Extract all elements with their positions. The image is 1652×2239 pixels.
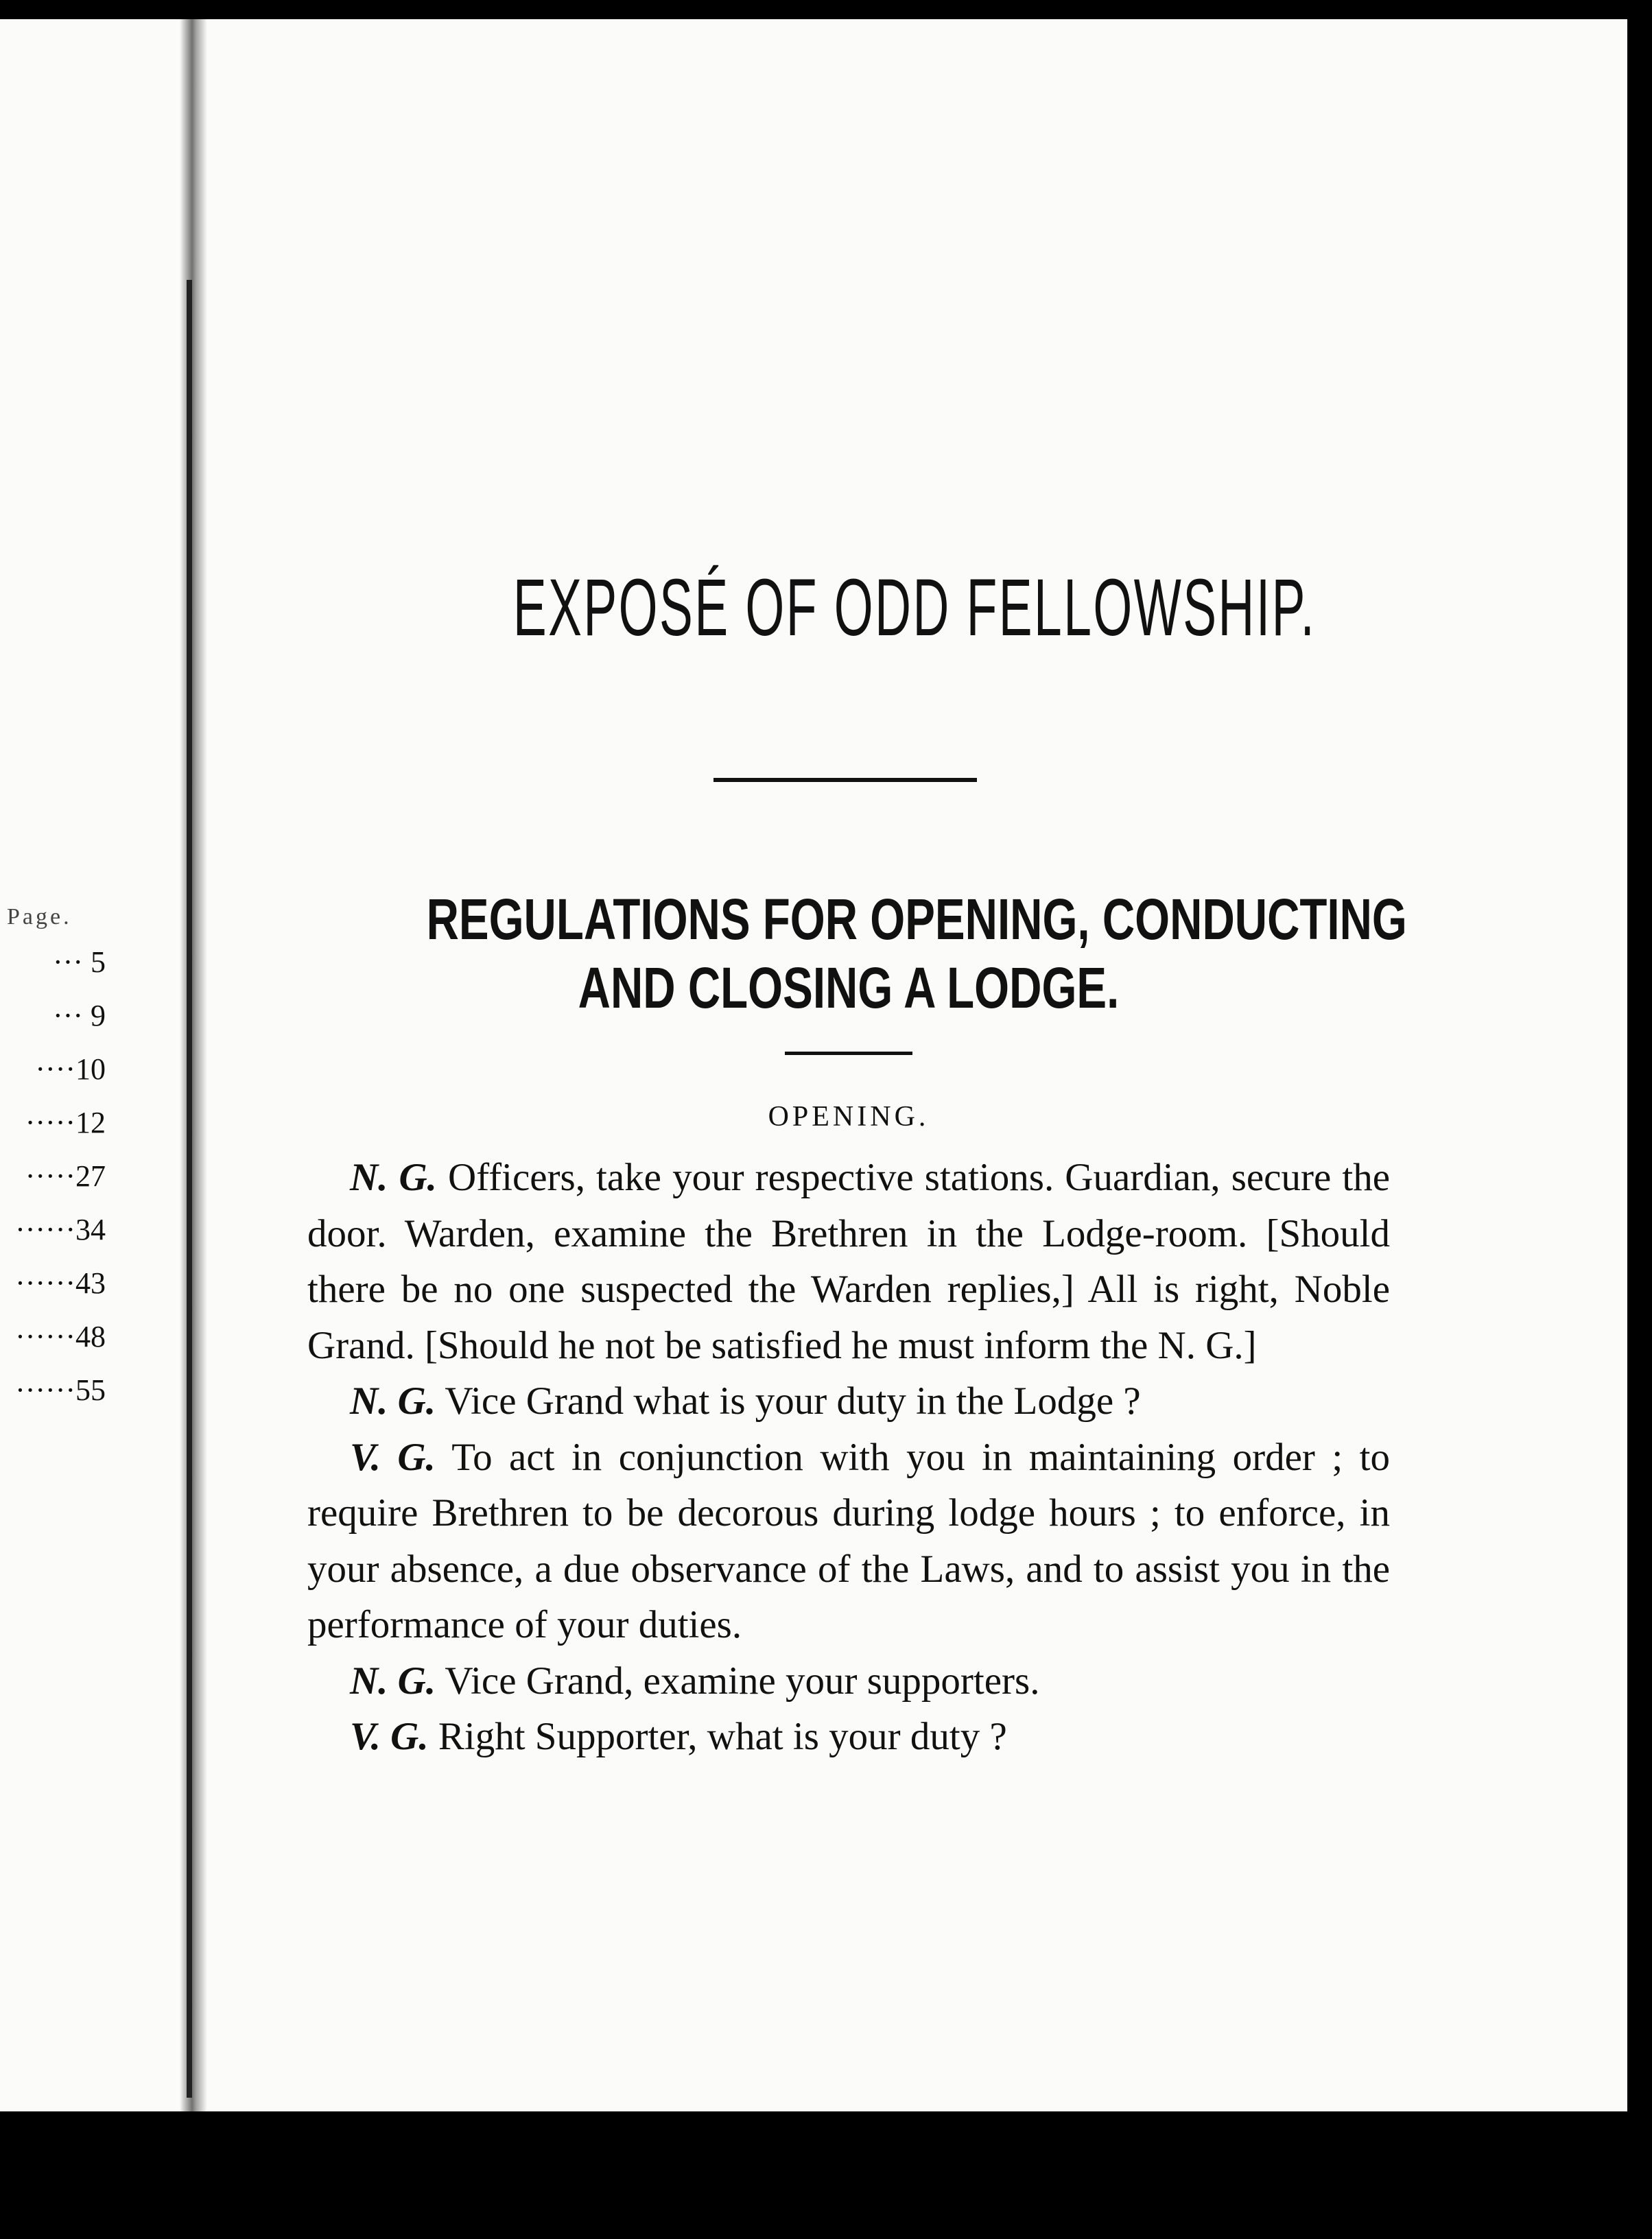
speaker-label: N. G.	[350, 1156, 437, 1199]
scanned-page	[0, 19, 1627, 2111]
speaker-label: V. G.	[350, 1715, 429, 1758]
toc-header: Page.	[7, 904, 72, 929]
body-text	[307, 1150, 1390, 1765]
subtitle-divider	[785, 1052, 912, 1055]
toc-row: ······34	[15, 1213, 106, 1246]
paragraph-text: Vice Grand what is your duty in the Lodge ?	[445, 1379, 1141, 1423]
paragraph	[307, 1430, 1390, 1653]
speaker-label: N. G.	[350, 1659, 436, 1703]
paragraph	[307, 1373, 1390, 1430]
toc-row: ··· 9	[53, 999, 106, 1032]
section-title-line-2: AND CLOSING A LODGE.	[578, 956, 1120, 1020]
toc-row: ····10	[35, 1052, 106, 1086]
paragraph-text: Right Supporter, what is your duty ?	[438, 1715, 1007, 1758]
scan-border-bottom	[0, 2111, 1652, 2239]
section-title-line-1: REGULATIONS FOR OPENING, CONDUCTING	[426, 887, 1407, 951]
page-title: EXPOSÉ OF ODD FELLOWSHIP.	[512, 562, 1317, 653]
section-heading: OPENING.	[768, 1101, 930, 1133]
title-divider	[713, 778, 977, 782]
toc-row: ··· 5	[53, 945, 106, 979]
paragraph-text: Officers, take your respective stations. Guardian, secure the door. Warden, examine the Brethren in the Lodge-room. [Should there be no one suspected the Warden replies,] All is right, Noble Grand. [Should he not be satisfied he must inform the N. G.]	[307, 1156, 1390, 1367]
toc-row: ······43	[15, 1266, 106, 1300]
speaker-label: V. G.	[350, 1435, 436, 1479]
paragraph	[307, 1150, 1390, 1373]
paragraph-text: To act in conjunction with you in maintaining order ; to require Brethren to be decorous during lodge hours ; to enforce, in your absence, a due observance of the Laws, and to assist you in the performance of your duties.	[307, 1435, 1390, 1646]
paragraph	[307, 1709, 1390, 1765]
paragraph-text: Vice Grand, examine your supporters.	[445, 1659, 1040, 1703]
toc-row: ·····12	[25, 1106, 106, 1139]
left-page-toc-fragment	[0, 904, 130, 1417]
speaker-label: N. G.	[350, 1379, 436, 1423]
book-gutter-shadow	[180, 19, 207, 2111]
toc-row: ······48	[15, 1320, 106, 1353]
paragraph	[307, 1653, 1390, 1709]
book-spine-line	[187, 280, 192, 2098]
toc-row: ·····27	[25, 1159, 106, 1193]
section-title	[426, 885, 1407, 1022]
toc-row: ······55	[15, 1373, 106, 1407]
